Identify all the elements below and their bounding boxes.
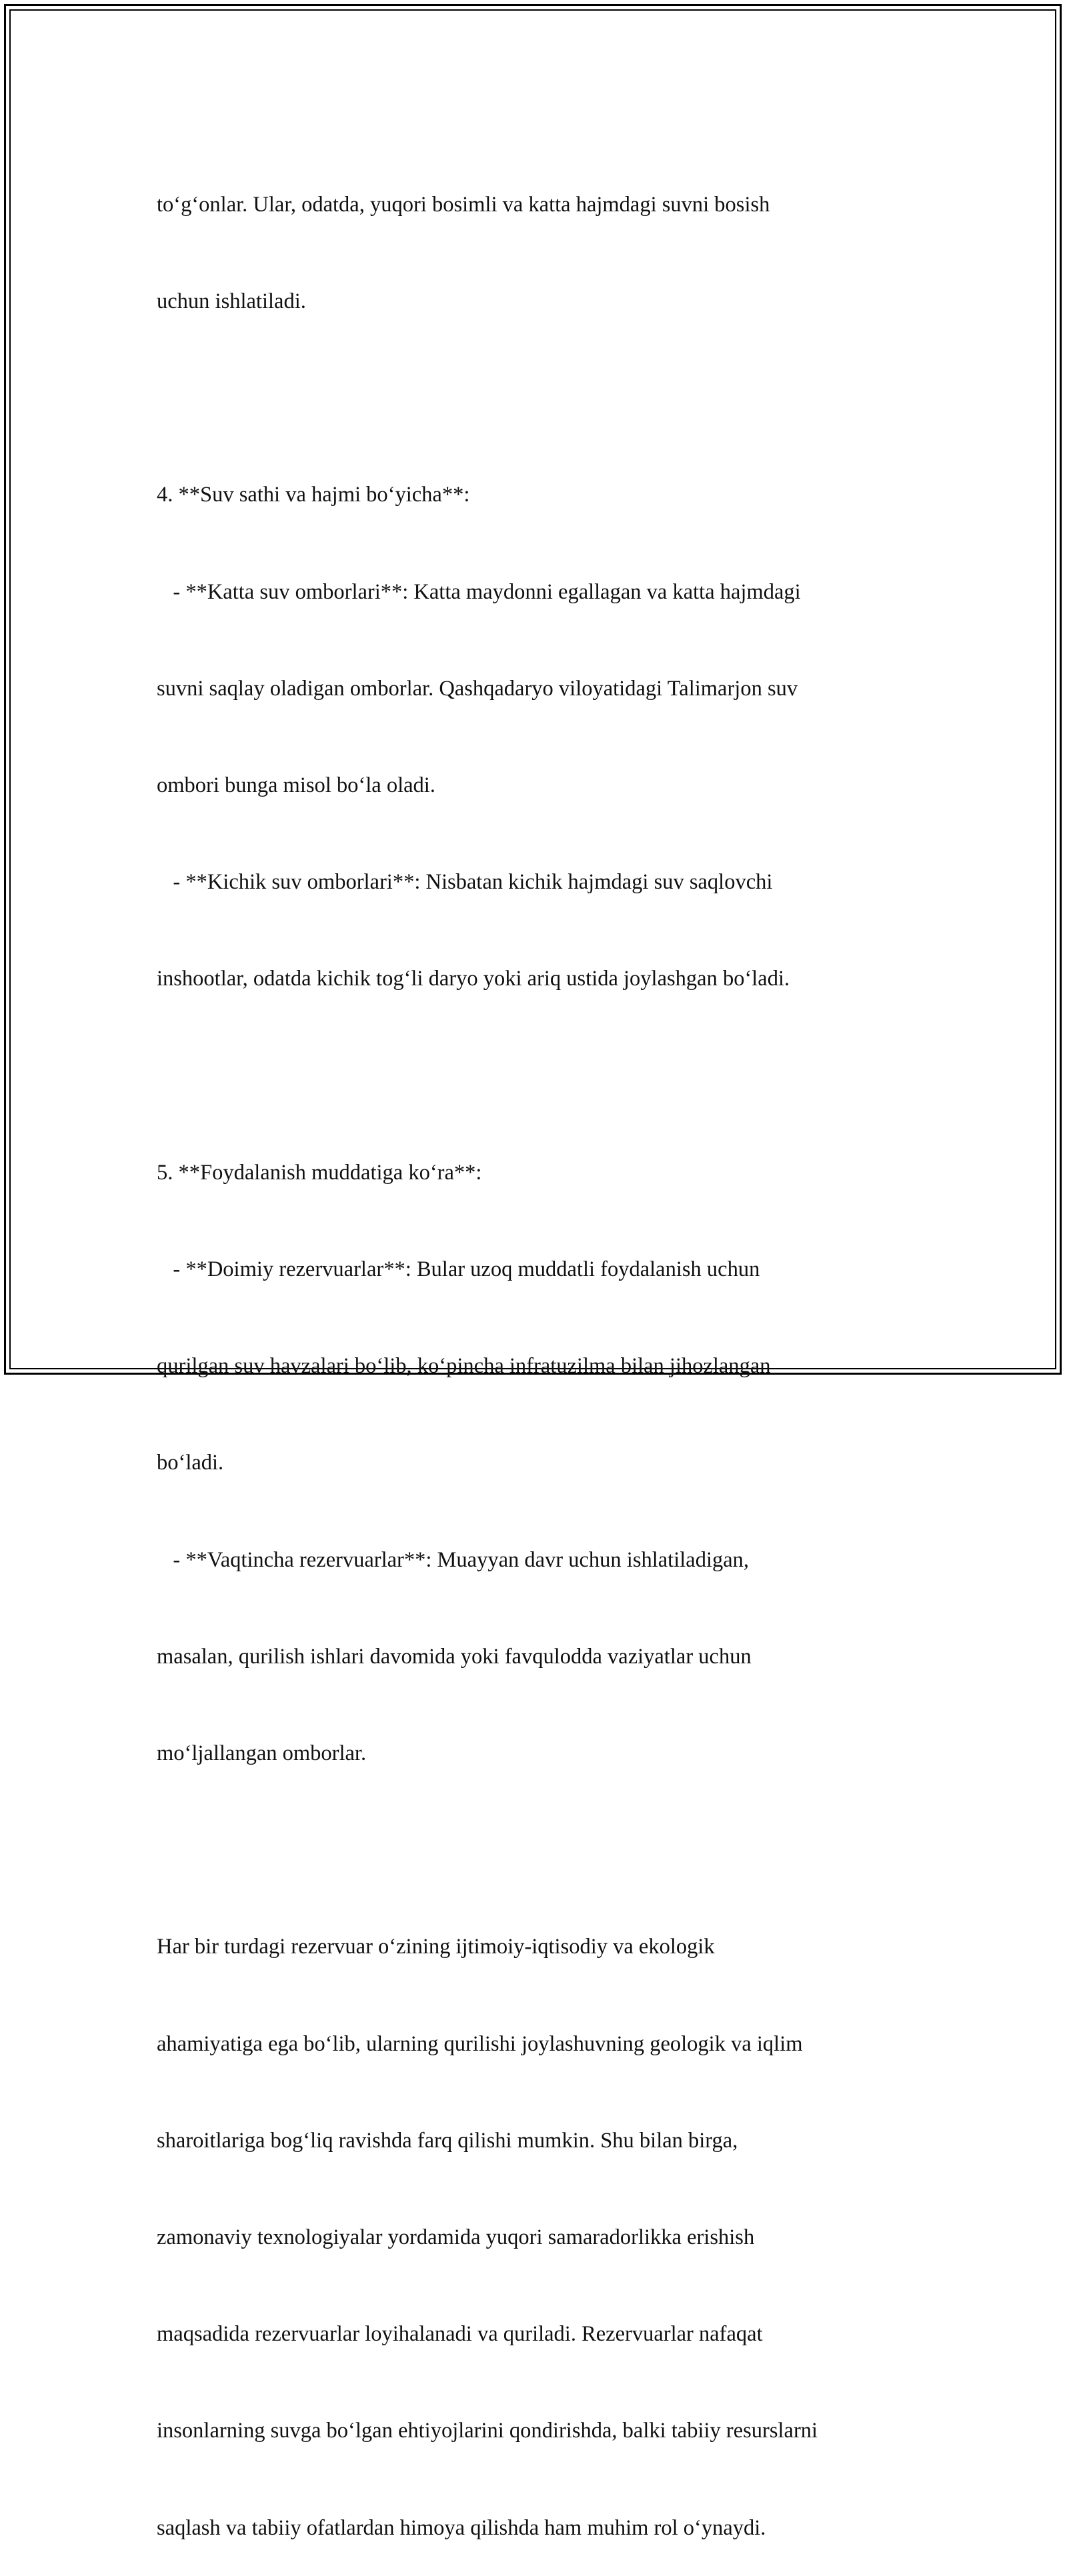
text-line: qurilgan suv havzalari bo‘lib, ko‘pincha infratuzilma bilan jihozlangan	[157, 1354, 771, 1379]
list-item-doimiy: - **Doimiy rezervuarlar**: Bular uzoq muddatli foydalanish uchun	[157, 1257, 760, 1282]
conclusion-line: saqlash va tabiiy ofatlardan himoya qilishda ham muhim rol o‘ynaydi.	[157, 2515, 766, 2540]
conclusion-line: zamonaviy texnologiyalar yordamida yuqori samaradorlikka erishish	[157, 2225, 755, 2250]
text-line: inshootlar, odatda kichik tog‘li daryo yoki ariq ustida joylashgan bo‘ladi.	[157, 967, 790, 991]
text-line: to‘g‘onlar. Ular, odatda, yuqori bosimli va katta hajmdagi suvni bosish	[157, 192, 770, 217]
text-line: uchun ishlatiladi.	[157, 289, 306, 314]
blank-line	[157, 1834, 944, 1866]
conclusion-line: maqsadida rezervuarlar loyihalanadi va quriladi. Rezervuarlar nafaqat	[157, 2322, 763, 2347]
section-heading-5: 5. **Foydalanish muddatiga ko‘ra**:	[157, 1160, 482, 1185]
text-line: mo‘ljallangan omborlar.	[157, 1741, 367, 1766]
conclusion-line: ahamiyatiga ega bo‘lib, ularning qurilishi joylashuvning geologik va iqlim	[157, 2031, 803, 2056]
conclusion-line: sharoitlariga bog‘liq ravishda farq qilishi mumkin. Shu bilan birga,	[157, 2128, 738, 2153]
text-line: bo‘ladi.	[157, 1451, 224, 1475]
conclusion-line: insonlarning suvga bo‘lgan ehtiyojlarini qondirishda, balki tabiiy resurslarni	[157, 2419, 818, 2443]
section-heading-4: 4. **Suv sathi va hajmi bo‘yicha**:	[157, 483, 470, 507]
text-line: masalan, qurilish ishlari davomida yoki favqulodda vaziyatlar uchun	[157, 1644, 752, 1669]
list-item-katta: - **Katta suv omborlari**: Katta maydonni egallagan va katta hajmdagi	[157, 579, 801, 604]
document-body	[157, 124, 944, 2576]
blank-line	[157, 382, 944, 414]
list-item-vaqtincha: - **Vaqtincha rezervuarlar**: Muayyan davr uchun ishlatiladigan,	[157, 1547, 750, 1572]
conclusion-line: Har bir turdagi rezervuar o‘zining ijtimoiy-iqtisodiy va ekologik	[157, 1935, 715, 1959]
text-line: ombori bunga misol bo‘la oladi.	[157, 773, 435, 798]
text-line: suvni saqlay oladigan omborlar. Qashqadaryo viloyatidagi Talimarjon suv	[157, 676, 798, 701]
list-item-kichik: - **Kichik suv omborlari**: Nisbatan kichik hajmdagi suv saqlovchi	[157, 870, 773, 895]
blank-line	[157, 1060, 944, 1092]
